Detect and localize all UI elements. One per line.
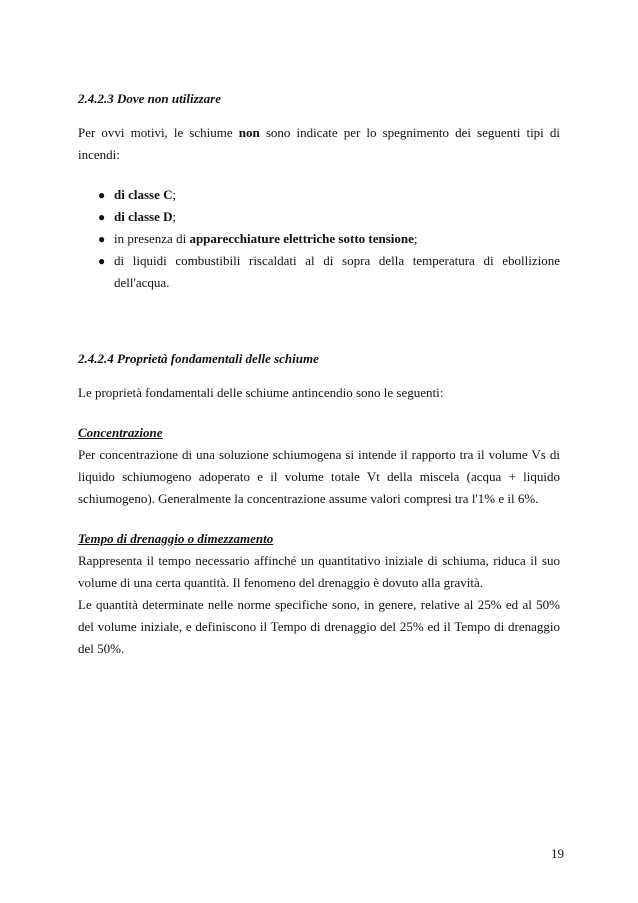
list-item-pre: in presenza di	[114, 231, 190, 246]
list-item-bold: di classe D	[114, 209, 173, 224]
intro-paragraph	[78, 122, 560, 166]
drenaggio-paragraph-2: Le quantità determinate nelle norme specifiche sono, in genere, relative al 25% ed al 50% del volume iniziale, e definiscono il Tempo di drenaggio del 25% ed il Tempo di drenaggio del 50%.	[78, 597, 560, 656]
bullet-dot-icon: ●	[98, 254, 106, 268]
list-item-bold: apparecchiature elettriche sotto tensione	[189, 231, 414, 246]
list-item-rest: ;	[172, 187, 177, 202]
drenaggio-paragraph-1: Rappresenta il tempo necessario affinché un quantitativo iniziale di schiuma, riduca il suo volume di una certa quantità. Il fenomeno del drenaggio è dovuto alla gravità.	[78, 553, 560, 590]
list-item-bold: di classe C	[114, 187, 173, 202]
list-item-text: di liquidi combustibili riscaldati al di sopra della temperatura di ebollizione dell'acqua.	[114, 253, 560, 290]
list-item	[78, 184, 560, 206]
subheading-tempo-drenaggio: Tempo di drenaggio o dimezzamento	[78, 531, 274, 546]
list-item	[78, 228, 560, 250]
list-item	[78, 250, 560, 294]
subheading-concentrazione: Concentrazione	[78, 425, 163, 440]
bullet-dot-icon: ●	[98, 188, 106, 202]
page-number: 19	[551, 846, 564, 861]
list-item-rest: ;	[413, 231, 418, 246]
fire-class-list	[78, 184, 560, 294]
intro-text-bold: non	[238, 125, 260, 140]
intro-text-b: sono indicate per lo spegnimento dei seguenti tipi di incendi:	[78, 125, 560, 162]
list-item-rest: ;	[172, 209, 177, 224]
concentrazione-paragraph: Per concentrazione di una soluzione schiumogena si intende il rapporto tra il volume Vs di liquido schiumogeno adoperato e il volume totale Vt della miscela (acqua + liquido schiumogeno). Generalmente la concentrazione assume valori compresi tra l'1% e il 6%.	[78, 447, 560, 506]
document-page	[78, 88, 560, 660]
properties-intro: Le proprietà fondamentali delle schiume antincendio sono le seguenti:	[78, 385, 444, 400]
section-heading-dove-non-utilizzare: 2.4.2.3 Dove non utilizzare	[78, 91, 222, 106]
bullet-dot-icon: ●	[98, 232, 106, 246]
section-heading-proprieta: 2.4.2.4 Proprietà fondamentali delle schiume	[78, 351, 319, 366]
intro-text-a: Per ovvi motivi, le schiume	[78, 125, 239, 140]
list-item	[78, 206, 560, 228]
bullet-dot-icon: ●	[98, 210, 106, 224]
